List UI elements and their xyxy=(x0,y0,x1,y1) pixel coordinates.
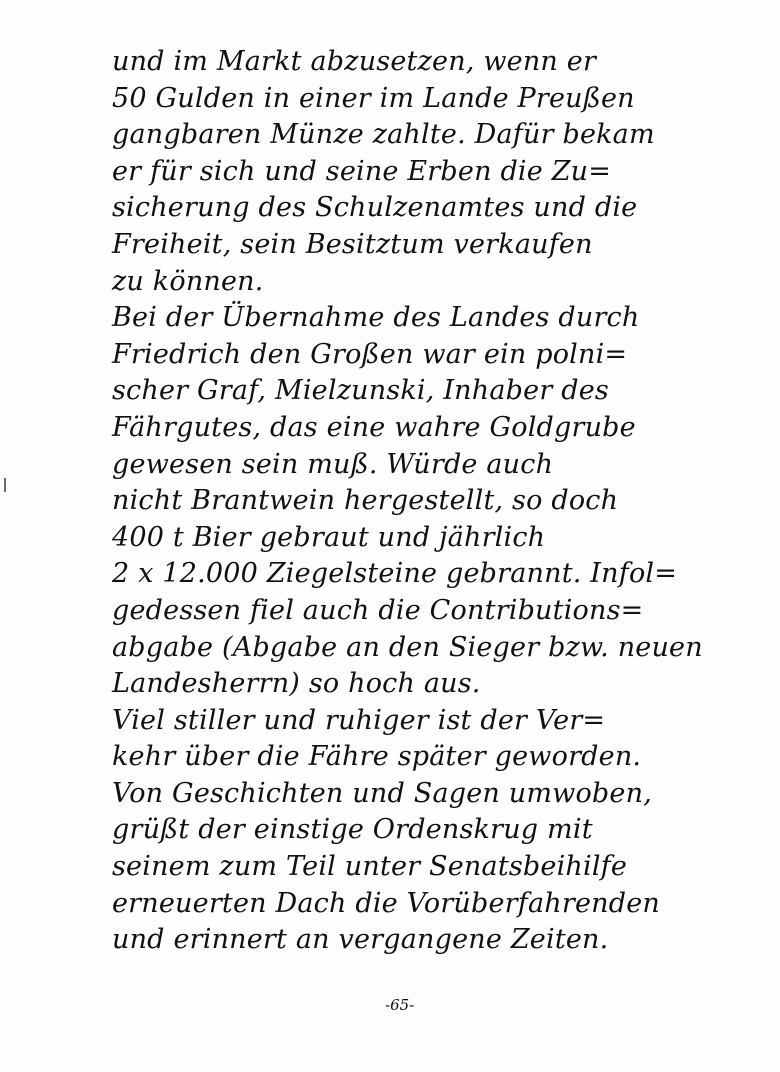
text-line: nicht Brantwein hergestellt, so doch xyxy=(112,485,619,517)
text-line: und im Markt abzusetzen, wenn er xyxy=(112,46,597,77)
text-line: gewesen sein muß. Würde auch xyxy=(112,448,554,480)
text-line: seinem zum Teil unter Senatsbeihilfe xyxy=(112,851,628,883)
text-line: Friedrich den Großen war ein polni= xyxy=(112,338,628,370)
text-line: gedessen fiel auch die Contributions= xyxy=(112,594,644,626)
text-line: kehr über die Fähre später geworden. xyxy=(112,741,642,773)
page-number: -65- xyxy=(385,996,415,1014)
handwritten-text-block xyxy=(112,44,752,959)
text-line: Bei der Übernahme des Landes durch xyxy=(112,302,640,334)
text-line: und erinnert an vergangene Zeiten. xyxy=(112,924,609,956)
text-line: er für sich und seine Erben die Zu= xyxy=(112,155,612,187)
text-line: 50 Gulden in einer im Lande Preußen xyxy=(112,82,635,114)
text-line: sicherung des Schulzenamtes und die xyxy=(112,192,638,224)
scan-mark xyxy=(4,478,6,492)
text-line: Von Geschichten und Sagen umwoben, xyxy=(112,777,652,809)
text-line: erneuerten Dach die Vorüberfahrenden xyxy=(112,887,660,919)
text-line: Freiheit, sein Besitztum verkaufen xyxy=(112,228,593,260)
text-line: gangbaren Münze zahlte. Dafür bekam xyxy=(112,119,655,151)
text-line: Viel stiller und ruhiger ist der Ver= xyxy=(112,704,606,736)
text-line: zu können. xyxy=(112,265,264,297)
text-line: 2 x 12.000 Ziegelsteine gebrannt. Infol= xyxy=(112,558,678,590)
text-line: abgabe (Abgabe an den Sieger bzw. neuen xyxy=(112,631,703,663)
text-line: 400 t Bier gebraut und jährlich xyxy=(112,521,546,553)
text-line: grüßt der einstige Ordenskrug mit xyxy=(112,814,593,846)
text-line: scher Graf, Mielzunski, Inhaber des xyxy=(112,375,609,407)
text-line: Fährgutes, das eine wahre Goldgrube xyxy=(112,411,636,443)
text-line: Landesherrn) so hoch aus. xyxy=(112,668,481,700)
